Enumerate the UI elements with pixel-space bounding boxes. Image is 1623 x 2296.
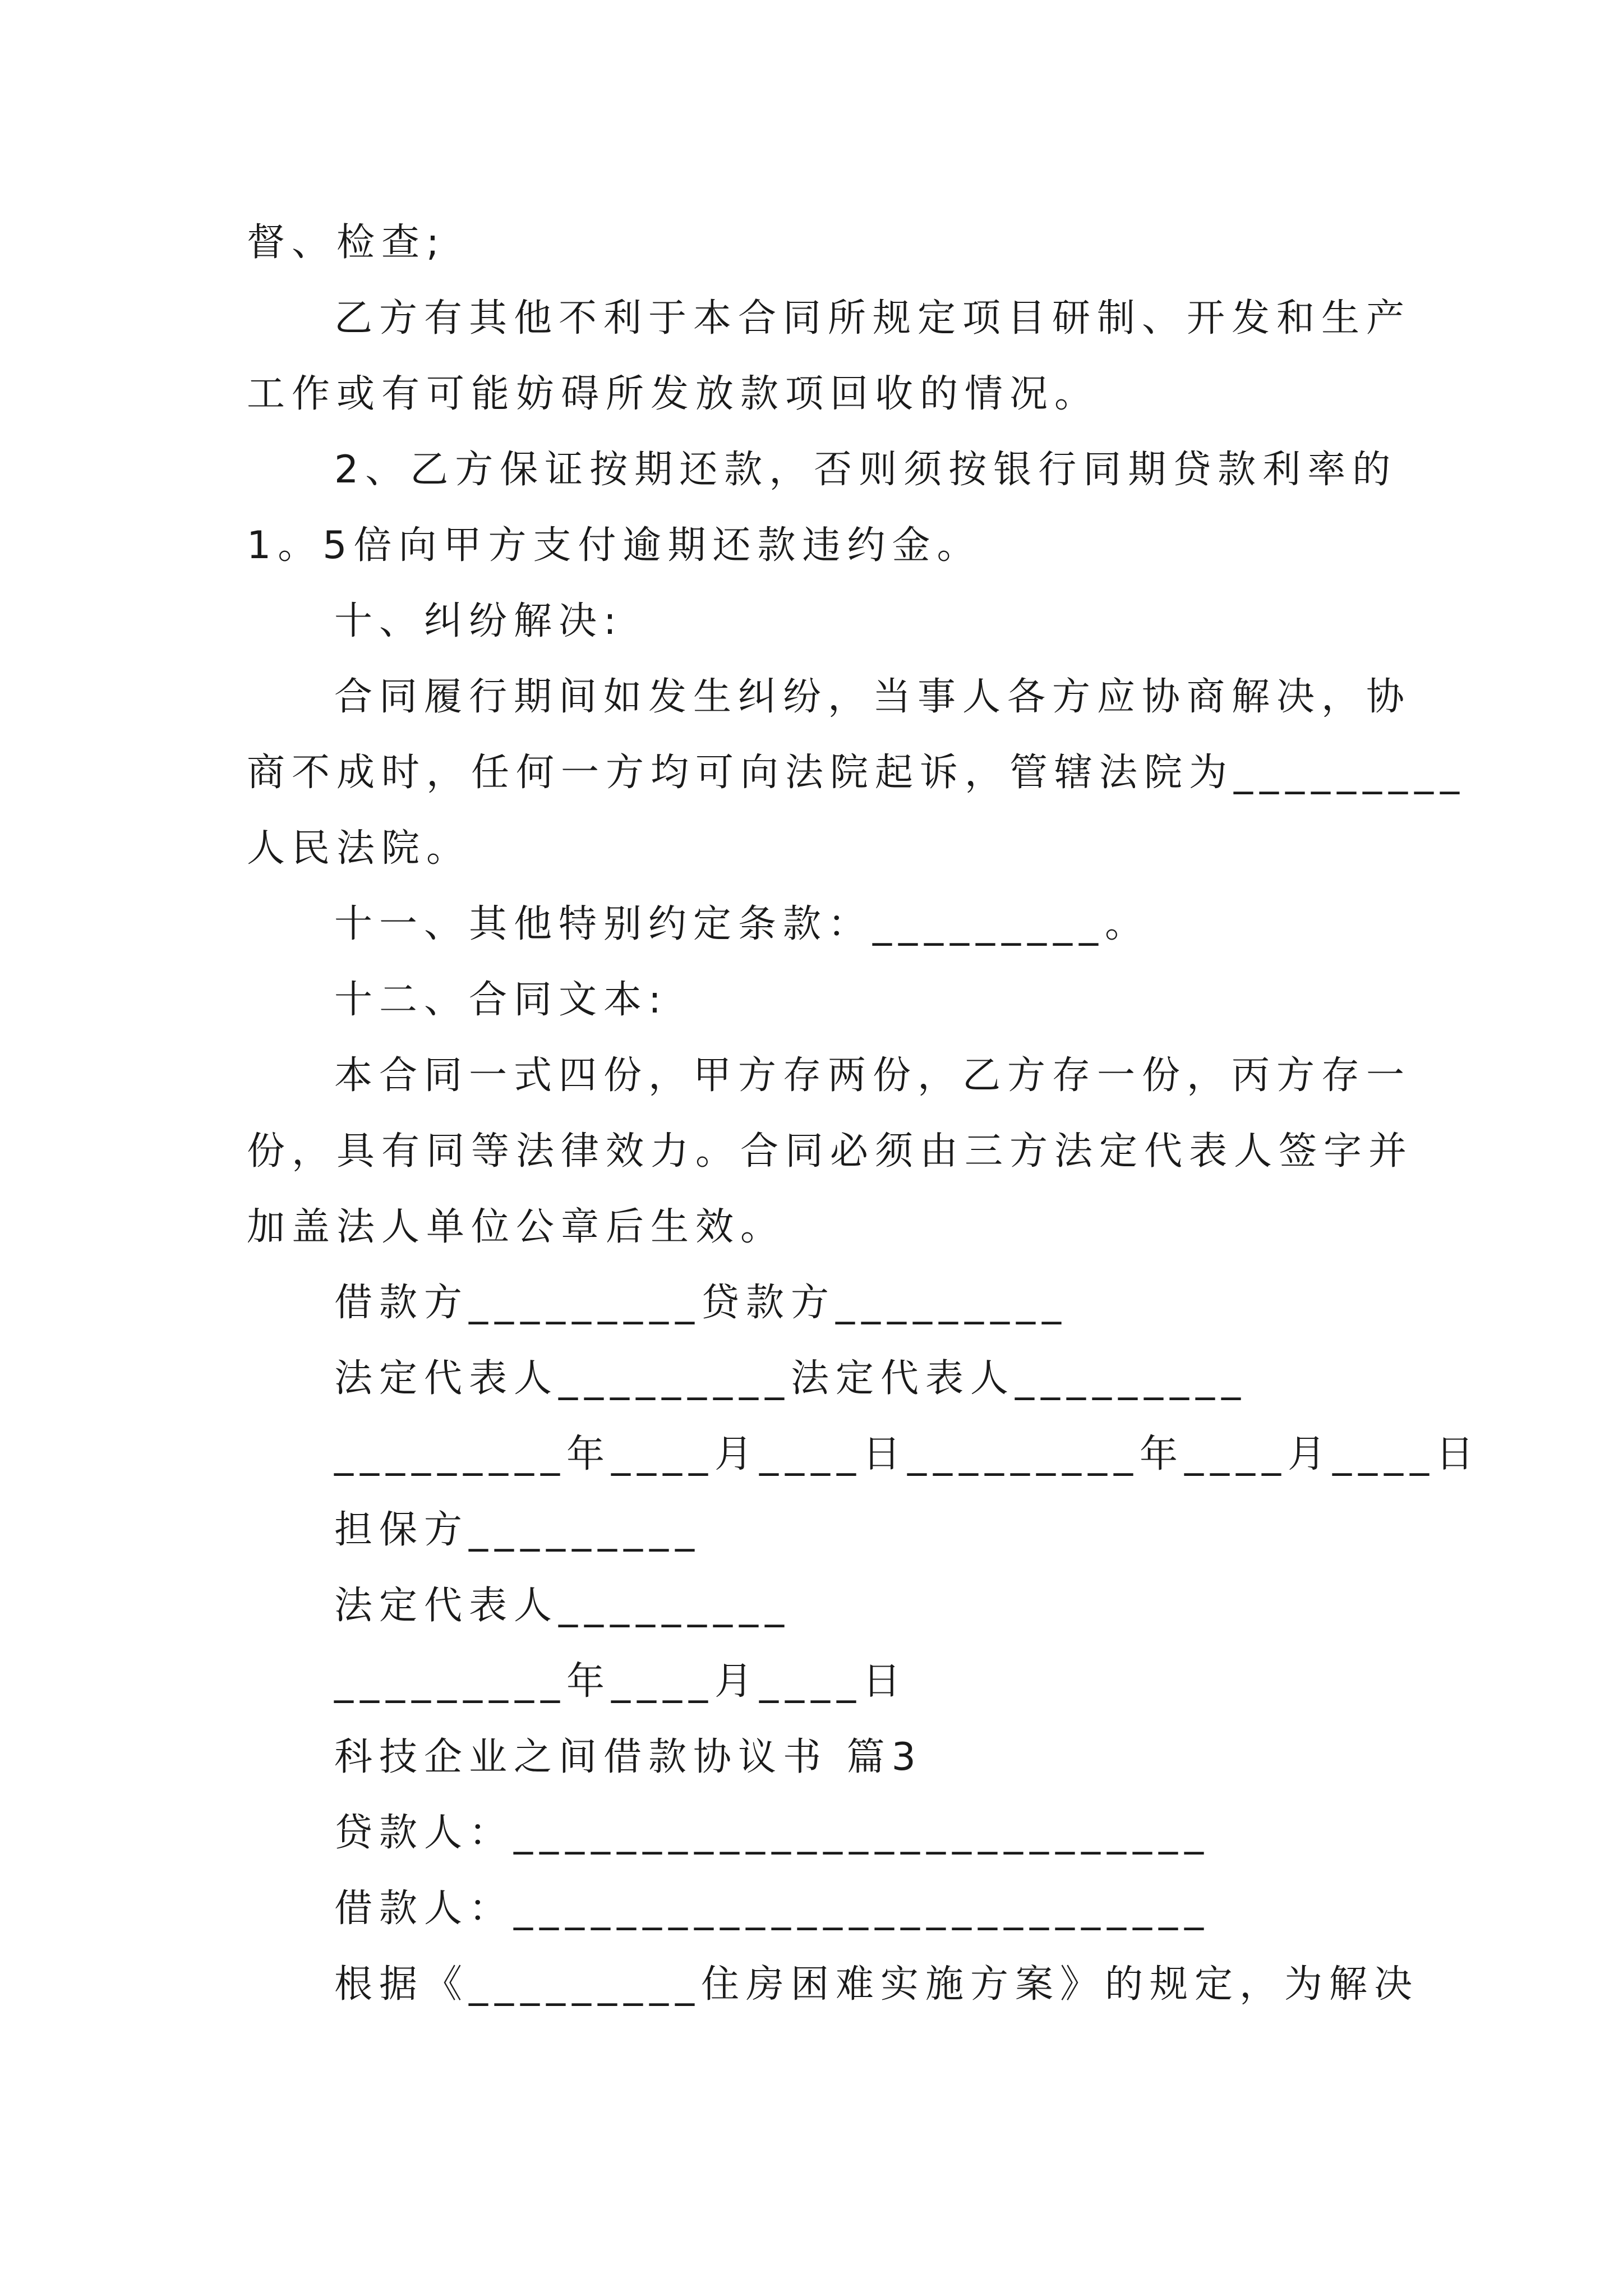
- text-line: 1。5倍向甲方支付逾期还款违约金。: [247, 523, 982, 568]
- text-line: 工作或有可能妨碍所发放款项回收的情况。: [247, 372, 1100, 416]
- signature-line: 法定代表人_________: [334, 1584, 791, 1628]
- lender-line: 贷款人：___________________________: [334, 1811, 1211, 1855]
- text-line: 督、检查;: [247, 220, 446, 265]
- section-heading: 十二、合同文本:: [334, 978, 668, 1022]
- text-line: 根据《_________住房困难实施方案》的规定，为解决: [334, 1962, 1419, 2007]
- signature-line: 法定代表人_________法定代表人_________: [334, 1356, 1248, 1401]
- text-line: 加盖法人单位公章后生效。: [247, 1205, 786, 1249]
- section-heading: 十一、其他特别约定条款：_________。: [334, 902, 1150, 946]
- text-line: 合同履行期间如发生纠纷，当事人各方应协商解决，协: [334, 675, 1412, 719]
- text-line: 乙方有其他不利于本合同所规定项目研制、开发和生产: [334, 296, 1412, 341]
- text-line: 商不成时，任何一方均可向法院起诉，管辖法院为_________: [247, 751, 1467, 795]
- date-line: _________年____月____日: [334, 1659, 908, 1704]
- text-line: 份，具有同等法律效力。合同必须由三方法定代表人签字并: [247, 1129, 1414, 1174]
- signature-line: 借款方_________贷款方_________: [334, 1281, 1068, 1325]
- text-line: 2、乙方保证按期还款，否则须按银行同期贷款利率的: [334, 448, 1398, 492]
- text-line: 本合同一式四份，甲方存两份，乙方存一份，丙方存一: [334, 1053, 1412, 1098]
- section-heading: 十、纠纷解决:: [334, 599, 623, 643]
- date-line: _________年____月____日_________年____月____日: [334, 1432, 1481, 1476]
- signature-line: 担保方_________: [334, 1508, 702, 1552]
- text-line: 人民法院。: [247, 826, 472, 871]
- borrower-line: 借款人：___________________________: [334, 1887, 1211, 1931]
- document-title: 科技企业之间借款协议书 篇3: [334, 1735, 923, 1779]
